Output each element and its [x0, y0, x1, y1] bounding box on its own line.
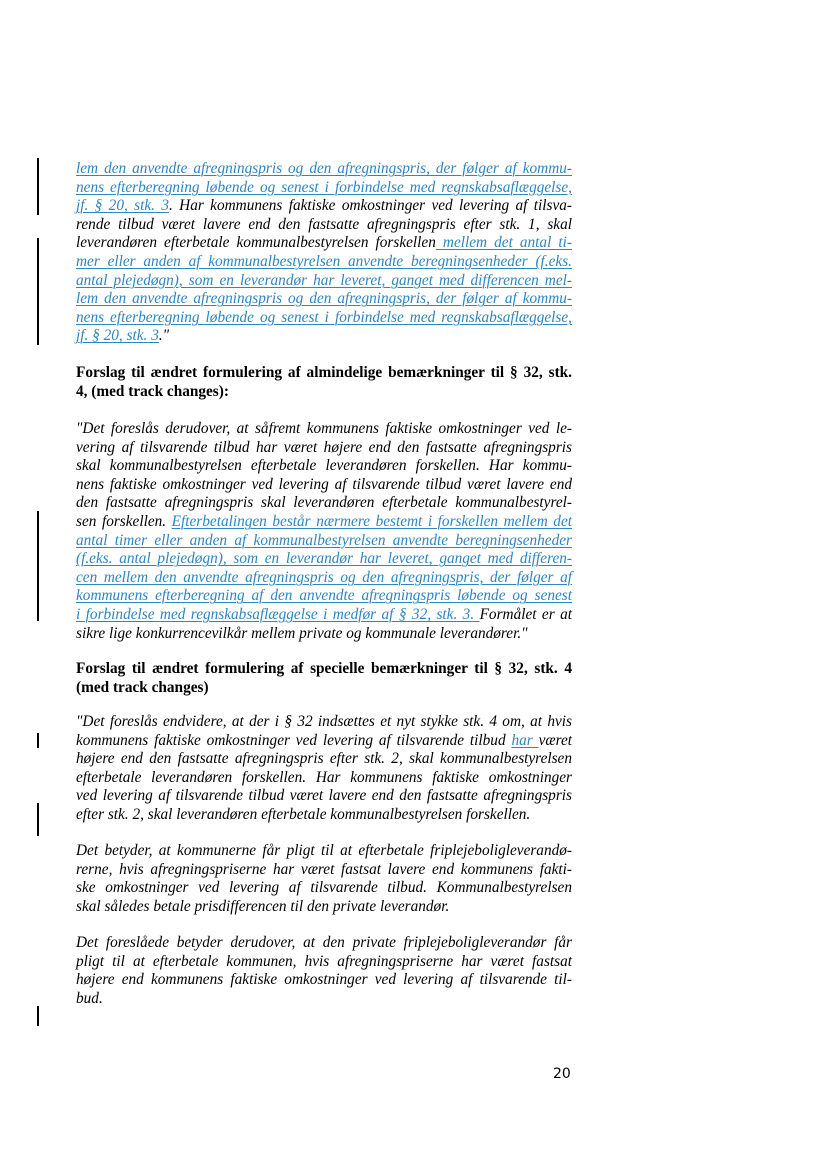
text-line: pligt til at efterbetale kommunen, hvis afregningspriserne har været fastsat: [76, 952, 572, 970]
text-line: [76, 234, 572, 253]
text-line: [76, 732, 572, 751]
tracked-insertion: mellem det antal ti-: [435, 234, 572, 252]
text-line: nens efterberegning løbende og senest i forbindelse med regnskabsaflæggelse,: [76, 178, 572, 196]
heading-line: 4, (med track changes):: [76, 382, 229, 400]
text-line: antal plejedøgn), som en leverandør har leveret, ganget med differencen mel-: [76, 271, 572, 289]
quoted-proposal-specific: [76, 713, 572, 825]
text-line: højere end den fastsatte afregningspris efter stk. 2, skal kommunalbestyrelsen: [76, 750, 572, 768]
change-bar: [37, 1006, 39, 1026]
text-line: lem den anvendte afregningspris og den afregningspris, der følger af kommu-: [76, 160, 572, 177]
continuation-paragraph: [76, 160, 572, 346]
text-line: (f.eks. antal plejedøgn), som en leverandør har leveret, ganget med differen-: [76, 550, 572, 568]
heading-line: (med track changes): [76, 678, 209, 696]
section-heading: [76, 364, 572, 401]
heading-line: Forslag til ændret formulering af almindelige bemærkninger til § 32, stk.: [76, 364, 572, 381]
text-line: "Det foreslås derudover, at såfremt kommunens faktiske omkostninger ved le-: [76, 420, 572, 437]
text-line: [76, 513, 572, 532]
explanation-paragraph: [76, 934, 572, 1008]
text-line: bud.: [76, 989, 103, 1007]
change-bar: [37, 803, 39, 836]
text-line: skal således betale prisdifferencen til den private leverandør.: [76, 897, 450, 915]
text-line: mer eller anden af kommunalbestyrelsen anvendte beregningsenheder (f.eks.: [76, 252, 572, 270]
tracked-insertion: jf. § 20, stk. 3: [76, 327, 159, 345]
heading-line: Forslag til ændret formulering af specielle bemærkninger til § 32, stk. 4: [76, 660, 572, 677]
text-line: [76, 197, 572, 216]
text-line: kommunens efterberegning af den anvendte afregningspris løbende og senest: [76, 587, 572, 605]
text-fragment: .": [158, 327, 170, 345]
text-line: rerne, hvis afregningspriserne har været fastsat lavere end kommunens fakti-: [76, 860, 572, 878]
text-line: nens efterberegning løbende og senest i forbindelse med regnskabsaflæggelse,: [76, 308, 572, 326]
text-line: den fastsatte afregningspris skal leverandøren efterbetale kommunalbestyrel-: [76, 494, 572, 512]
tracked-insertion: i forbindelse med regnskabsaflæggelse i medfør af § 32, stk. 3.: [76, 605, 480, 623]
text-line: ske omkostninger ved levering af tilsvarende tilbud. Kommunalbestyrelsen: [76, 879, 572, 897]
text-line: antal timer eller anden af kommunalbestyrelsen anvendte beregningsenheder: [76, 531, 572, 549]
text-fragment: sen forskellen.: [76, 512, 172, 530]
text-line: nens faktiske omkostninger ved levering af tilsvarende tilbud været lavere end: [76, 475, 572, 493]
tracked-insertion: jf. § 20, stk. 3: [76, 197, 169, 215]
text-line: Det foreslåede betyder derudover, at den private friplejeboligleverandør får: [76, 934, 572, 951]
text-fragment: . Har kommunens faktiske omkostninger ved levering af tilsva-: [168, 197, 572, 215]
text-fragment: været: [538, 731, 573, 749]
text-line: ved levering af tilsvarende tilbud været lavere end den fastsatte afregningspris: [76, 787, 572, 805]
explanation-paragraph: [76, 842, 572, 916]
text-fragment: Formålet er at: [479, 605, 572, 623]
text-line: [76, 606, 572, 625]
text-line: skal kommunalbestyrelsen efterbetale leverandøren forskellen. Har kommu-: [76, 457, 572, 475]
tracked-insertion: har: [511, 731, 539, 749]
text-line: lem den anvendte afregningspris og den afregningspris, der følger af kommu-: [76, 290, 572, 308]
text-fragment: leverandøren efterbetale kommunalbestyrelsen forskellen: [76, 234, 436, 252]
text-line: vering af tilsvarende tilbud har været højere end den fastsatte afregningspris: [76, 438, 572, 456]
quoted-proposal-general: [76, 420, 572, 643]
text-line: sikre lige konkurrencevilkår mellem private og kommunale leverandører.": [76, 624, 528, 642]
tracked-insertion: Efterbetalingen består nærmere bestemt i forskellen mellem det: [171, 512, 572, 530]
text-line: "Det foreslås endvidere, at der i § 32 indsættes et nyt stykke stk. 4 om, at hvis: [76, 713, 572, 730]
text-line: rende tilbud været lavere end den fastsatte afregningspris efter stk. 1, skal: [76, 215, 572, 233]
change-bar: [37, 733, 39, 748]
page-number: 20: [553, 1066, 571, 1082]
section-heading: [76, 660, 572, 697]
change-bar: [37, 158, 39, 215]
text-fragment: kommunens faktiske omkostninger ved levering af tilsvarende tilbud: [76, 731, 512, 749]
text-line: efter stk. 2, skal leverandøren efterbetale kommunalbestyrelsen forskellen.: [76, 805, 531, 823]
text-line: [76, 327, 572, 346]
change-bar: [37, 511, 39, 621]
text-line: cen mellem den anvendte afregningspris og den afregningspris, der følger af: [76, 568, 572, 586]
change-bar: [37, 238, 39, 345]
text-line: Det betyder, at kommunerne får pligt til at efterbetale friplejeboligleverandø-: [76, 842, 572, 859]
text-line: højere end kommunens faktiske omkostninger ved levering af tilsvarende til-: [76, 971, 572, 989]
text-line: efterbetale leverandøren forskellen. Har kommunens faktiske omkostninger: [76, 768, 572, 786]
